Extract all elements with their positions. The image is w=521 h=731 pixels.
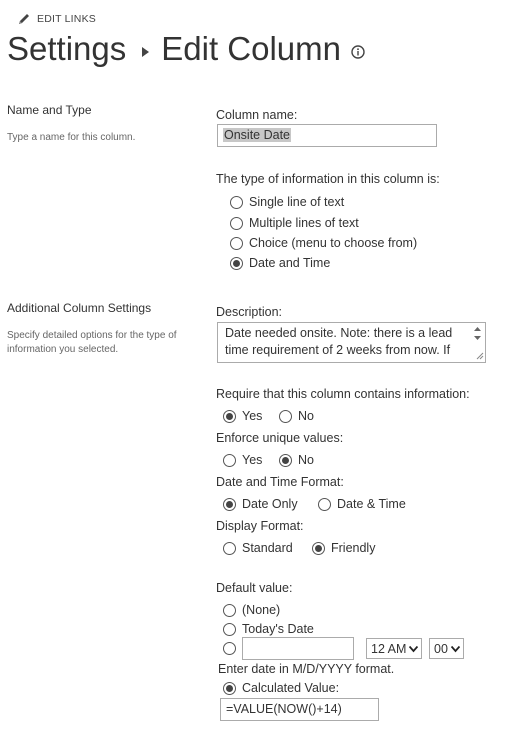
type-multiple-lines-label: Multiple lines of text [249,216,359,230]
minute-select[interactable] [429,638,464,659]
breadcrumb-settings-link[interactable]: Settings [7,30,127,67]
unique-yes-radio[interactable] [223,453,262,467]
column-name-label: Column name: [216,108,298,122]
require-yes-label: Yes [242,409,263,423]
calculated-formula-input[interactable] [220,698,379,721]
page-title [7,30,365,68]
default-none-label: (None) [242,603,281,617]
chevron-down-icon [451,645,460,653]
type-date-time-label: Date and Time [249,256,331,270]
type-single-line-radio[interactable] [230,195,344,209]
radio-circle [223,642,236,655]
additional-settings-heading: Additional Column Settings [7,301,152,315]
date-format-hint: Enter date in M/D/YYYY format. [218,662,395,676]
default-today-radio[interactable] [223,622,314,636]
textarea-scrollbar[interactable] [471,324,484,361]
date-only-radio[interactable] [223,497,298,511]
unique-no-radio[interactable] [279,453,314,467]
edit-links-link[interactable] [17,12,96,26]
radio-circle [223,604,236,617]
calculated-formula-value: =VALUE(NOW()+14) [226,702,342,716]
radio-circle-selected [230,257,243,270]
display-format-label: Display Format: [216,519,304,533]
radio-circle-selected [312,542,325,555]
datetime-format-label: Date and Time Format: [216,475,344,489]
chevron-down-icon [409,645,418,653]
radio-circle-selected [223,410,236,423]
date-only-label: Date Only [242,497,298,511]
description-line-1: Date needed onsite. Note: there is a lead [225,326,453,340]
type-multiple-lines-radio[interactable] [230,216,359,230]
default-date-input[interactable] [242,637,354,660]
default-none-radio[interactable] [223,603,280,617]
radio-circle [230,196,243,209]
unique-label: Enforce unique values: [216,431,344,445]
unique-yes-label: Yes [242,453,263,467]
description-label: Description: [216,305,282,319]
hour-select[interactable] [366,638,422,659]
name-type-description: Type a name for this column. [7,132,136,143]
column-name-value: Onsite Date [224,128,291,142]
type-choice-label: Choice (menu to choose from) [249,236,418,250]
hour-value: 12 AM [371,641,407,656]
date-time-format-radio[interactable] [318,497,406,511]
page-title-text: Edit Column [161,30,341,67]
column-type-label: The type of information in this column is: [216,172,440,186]
breadcrumb-arrow-icon [142,47,149,57]
default-specific-date-radio[interactable] [223,642,242,655]
display-friendly-radio[interactable] [312,541,375,555]
type-single-line-label: Single line of text [249,195,345,209]
minute-value: 00 [434,641,448,656]
radio-circle [230,237,243,250]
radio-circle-selected [223,682,236,695]
radio-circle [223,542,236,555]
default-calculated-radio[interactable] [223,681,339,695]
radio-circle [230,217,243,230]
pencil-icon [17,12,31,26]
radio-circle-selected [279,454,292,467]
radio-circle [223,623,236,636]
date-time-format-label: Date & Time [337,497,406,511]
require-yes-radio[interactable] [223,409,262,423]
require-label: Require that this column contains information: [216,387,470,401]
default-value-label: Default value: [216,581,293,595]
additional-settings-description: Specify detailed options for the type of information you selected. [7,330,177,355]
type-choice-radio[interactable] [230,236,417,250]
type-date-time-radio[interactable] [230,256,330,270]
display-standard-radio[interactable] [223,541,293,555]
display-standard-label: Standard [242,541,293,555]
radio-circle [223,454,236,467]
description-line-2: time requirement of 2 weeks from now. If [225,343,451,357]
default-today-label: Today's Date [242,622,314,636]
radio-circle-selected [223,498,236,511]
default-calculated-label: Calculated Value: [242,681,340,695]
require-no-radio[interactable] [279,409,314,423]
radio-circle [279,410,292,423]
edit-links-label: EDIT LINKS [37,13,96,25]
unique-no-label: No [298,453,314,467]
require-no-label: No [298,409,314,423]
description-textarea[interactable] [217,322,486,363]
radio-circle [318,498,331,511]
column-name-input[interactable] [217,124,437,147]
display-friendly-label: Friendly [331,541,376,555]
name-type-heading: Name and Type [7,103,92,117]
info-icon[interactable] [351,45,365,59]
